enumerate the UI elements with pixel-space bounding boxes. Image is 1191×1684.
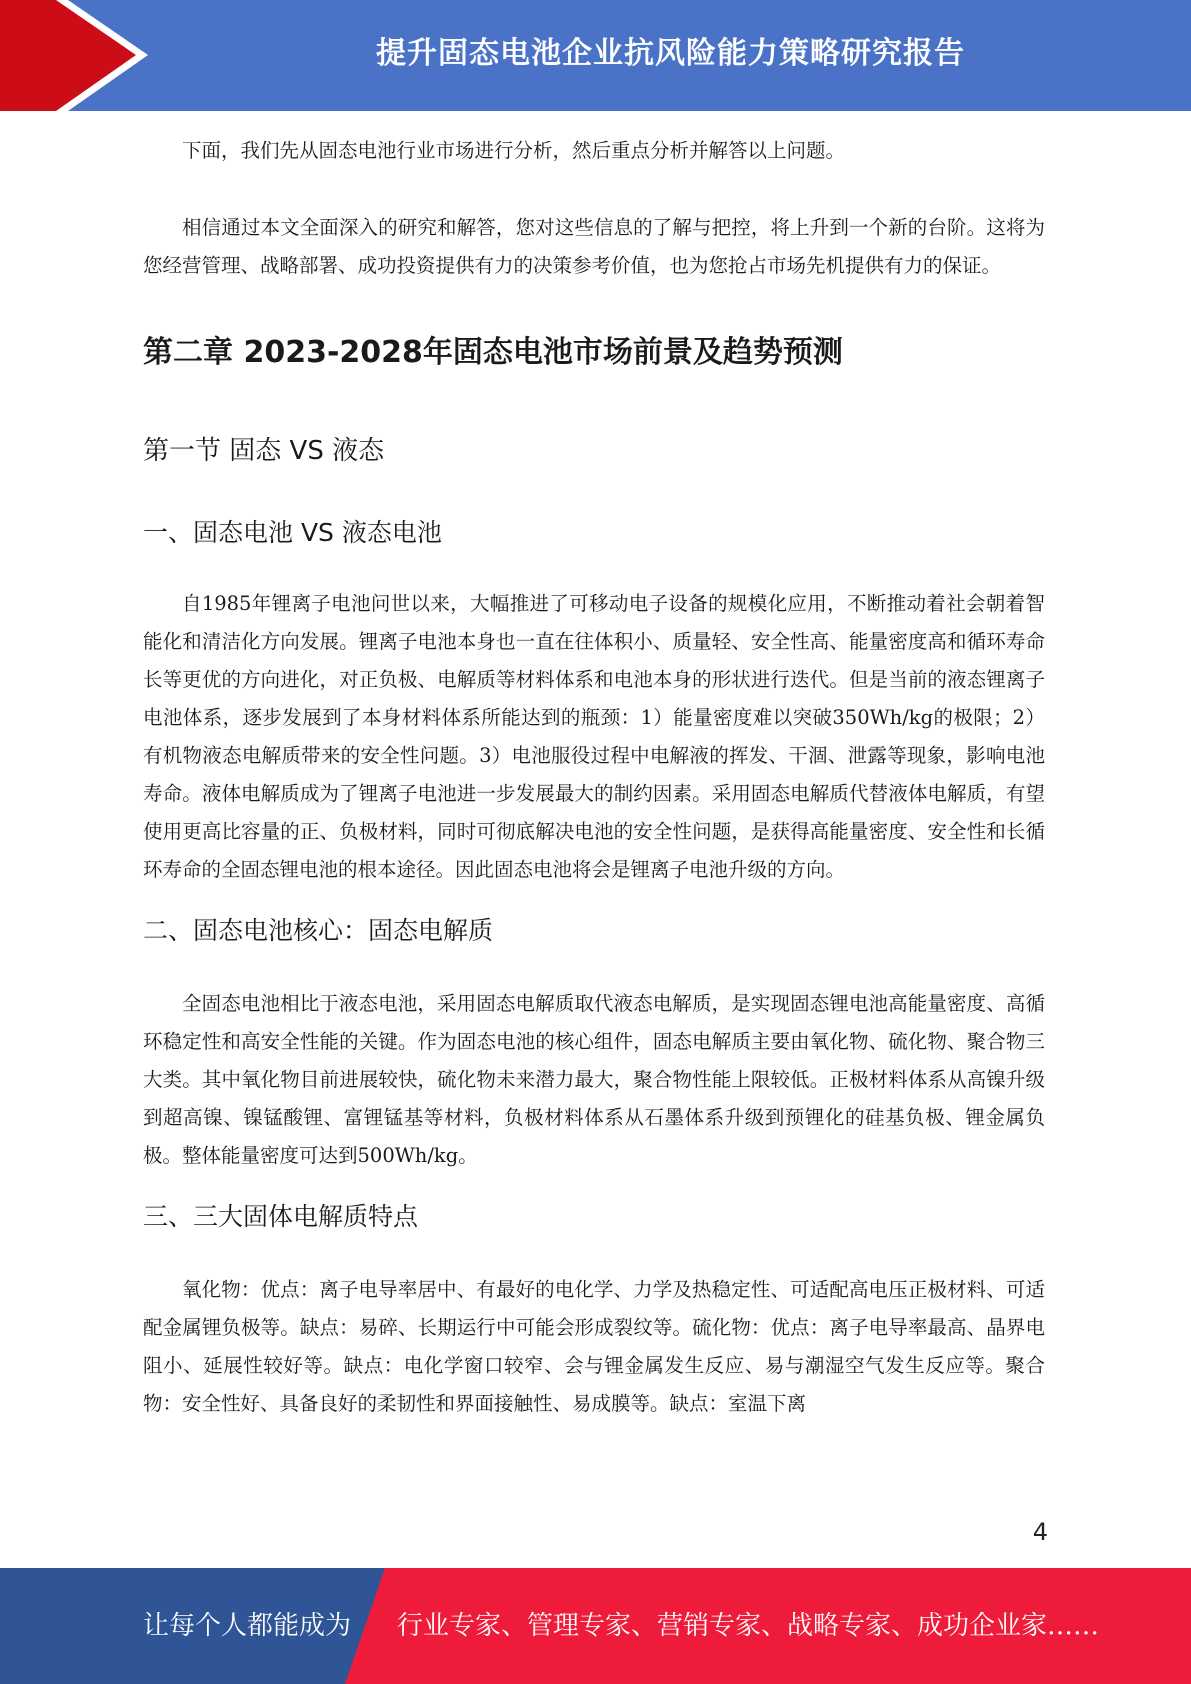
page-number: 4: [1032, 1518, 1048, 1546]
subsection-body-2: 全固态电池相比于液态电池，采用固态电解质取代液态电解质，是实现固态锂电池高能量密度、高循环稳定性和高安全性能的关键。作为固态电池的核心组件，固态电解质主要由氧化物、硫化物、聚合物三大类。其中氧化物目前进展较快，硫化物未来潜力最大，聚合物性能上限较低。正极材料体系从高镍升级到超高镍、镍锰酸锂、富锂锰基等材料，负极材料体系从石墨体系升级到预锂化的硅基负极、锂金属负极。整体能量密度可达到500Wh/kg。: [143, 992, 1045, 1167]
subsection-title-2: 二、固态电池核心：固态电解质: [143, 916, 494, 945]
subsection-title-1: 一、固态电池 VS 液态电池: [143, 518, 442, 547]
intro-paragraph-2: 相信通过本文全面深入的研究和解答，您对这些信息的了解与把控，将上升到一个新的台阶。这将为您经营管理、战略部署、成功投资提供有力的决策参考价值，也为您抢占市场先机提供有力的保证。: [143, 216, 1045, 277]
section-title: 第一节 固态 VS 液态: [143, 436, 385, 466]
report-title: 提升固态电池企业抗风险能力策略研究报告: [376, 36, 965, 71]
page-content: [143, 132, 1045, 1423]
footer-slogan-right: 行业专家、管理专家、营销专家、战略专家、成功企业家……: [397, 1611, 1100, 1641]
footer-slogan-left: 让每个人都能成为: [143, 1611, 352, 1641]
subsection-body-3: 氧化物：优点：离子电导率居中、有最好的电化学、力学及热稳定性、可适配高电压正极材料、可适配金属锂负极等。缺点：易碎、长期运行中可能会形成裂纹等。硫化物：优点：离子电导率最高、晶界电阻小、延展性较好等。缺点：电化学窗口较窄、会与锂金属发生反应、易与潮湿空气发生反应等。聚合物：安全性好、具备良好的柔韧性和界面接触性、易成膜等。缺点：室温下离: [143, 1278, 1045, 1415]
footer-band: [0, 1568, 1191, 1684]
header-band: [0, 0, 1191, 111]
subsection-title-3: 三、三大固体电解质特点: [143, 1202, 419, 1231]
intro-paragraph-1: 下面，我们先从固态电池行业市场进行分析，然后重点分析并解答以上问题。: [182, 139, 846, 162]
subsection-body-1: 自1985年锂离子电池问世以来，大幅推进了可移动电子设备的规模化应用，不断推动着社会朝着智能化和清洁化方向发展。锂离子电池本身也一直在往体积小、质量轻、安全性高、能量密度高和循环寿命长等更优的方向进化，对正负极、电解质等材料体系和电池本身的形状进行迭代。但是当前的液态锂离子电池体系，逐步发展到了本身材料体系所能达到的瓶颈：1）能量密度难以突破350Wh/kg的极限；2）有机物液态电解质带来的安全性问题。3）电池服役过程中电解液的挥发、干涸、泄露等现象，影响电池寿命。液体电解质成为了锂离子电池进一步发展最大的制约因素。采用固态电解质代替液体电解质，有望使用更高比容量的正、负极材料，同时可彻底解决电池的安全性问题，是获得高能量密度、安全性和长循环寿命的全固态锂电池的根本途径。因此固态电池将会是锂离子电池升级的方向。: [143, 592, 1045, 881]
chapter-title: 第二章 2023-2028年固态电池市场前景及趋势预测: [143, 335, 843, 370]
